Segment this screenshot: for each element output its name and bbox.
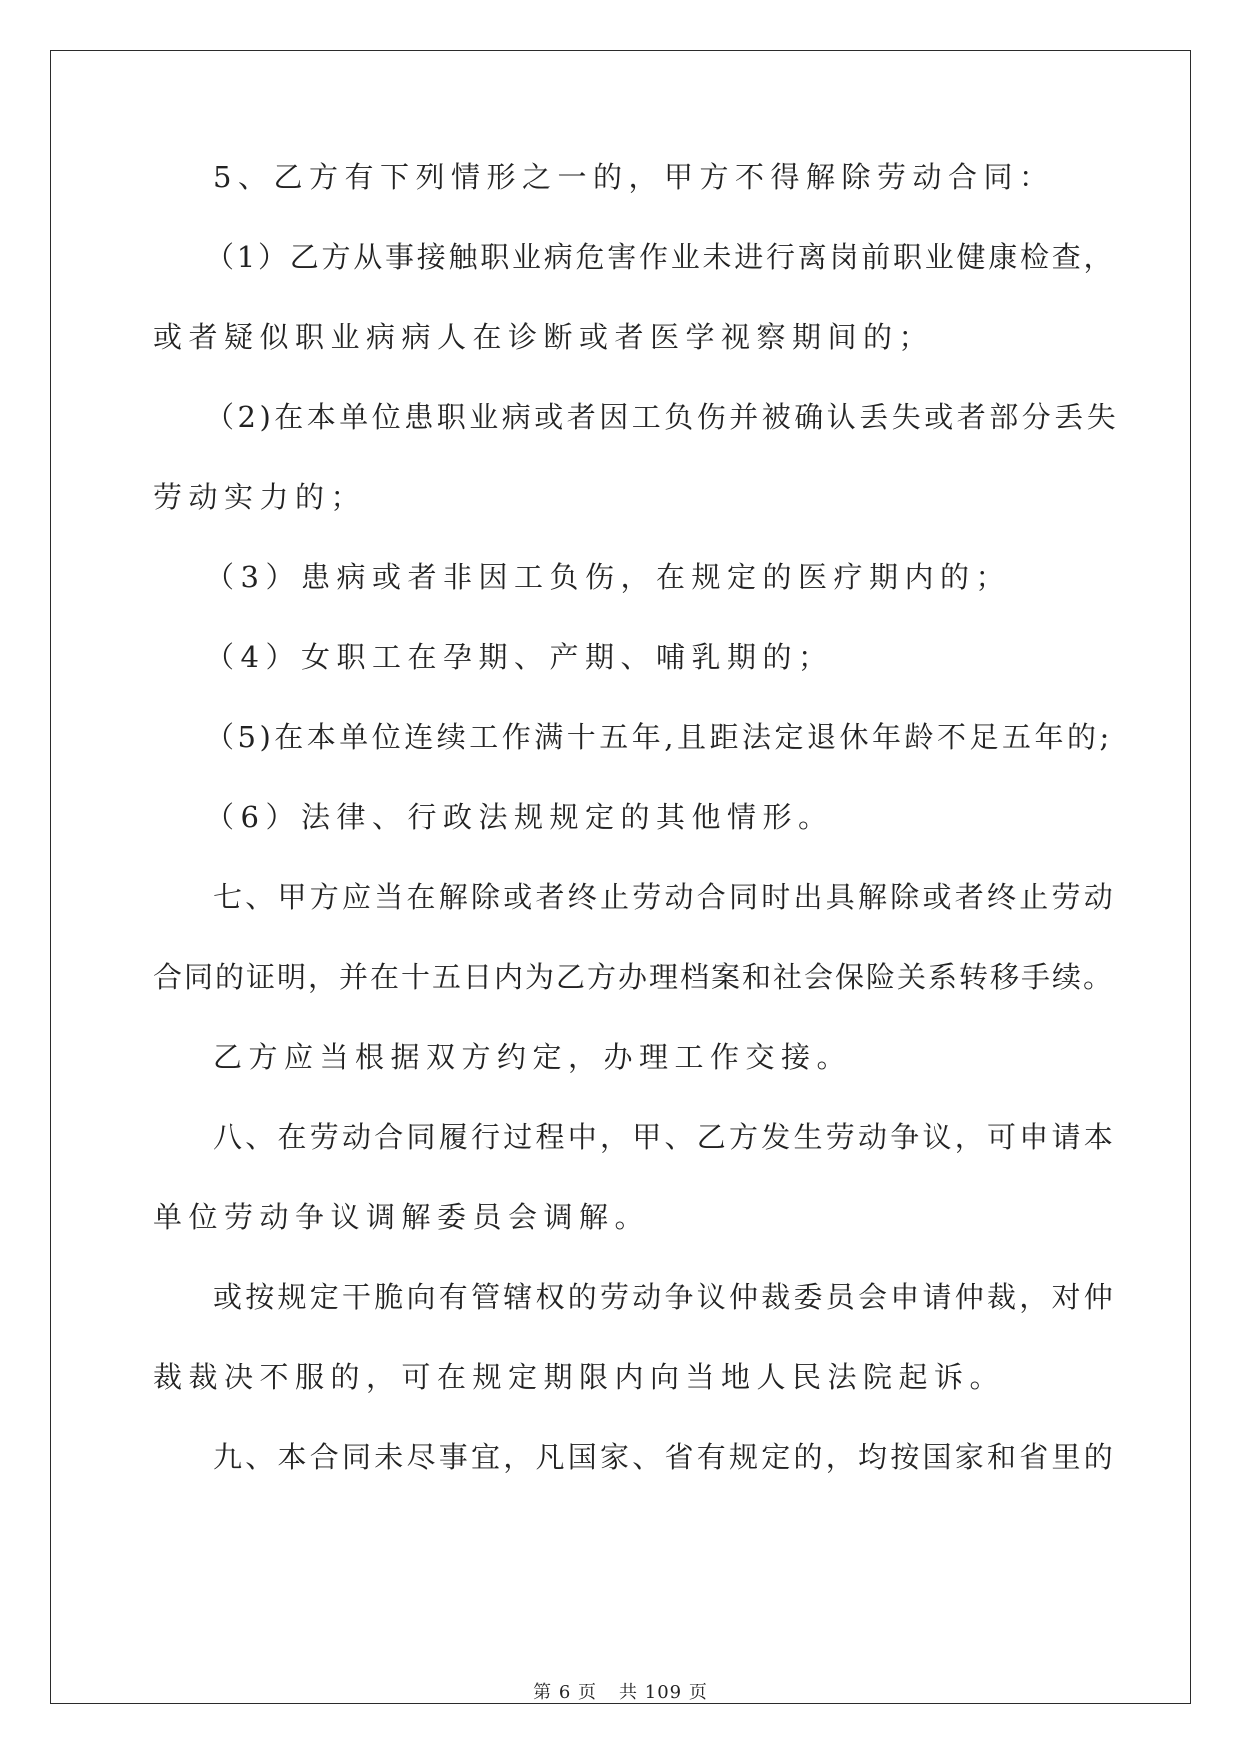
clause-5-item-1-cont: 或者疑似职业病病人在诊断或者医学视察期间的； <box>153 320 935 354</box>
clause-7: 七、甲方应当在解除或者终止劳动合同时出具解除或者终止劳动 <box>213 880 1117 914</box>
page-number: 第 6 页 <box>533 1682 598 1703</box>
clause-8-arbitration: 或按规定干脆向有管辖权的劳动争议仲裁委员会申请仲裁，对仲 <box>213 1280 1117 1314</box>
clause-9: 九、本合同未尽事宜，凡国家、省有规定的，均按国家和省里的 <box>213 1440 1117 1474</box>
clause-5-item-5: （5)在本单位连续工作满十五年,且距法定退休年龄不足五年的; <box>205 720 1113 754</box>
clause-8-cont: 单位劳动争议调解委员会调解。 <box>153 1200 651 1234</box>
clause-7-handover: 乙方应当根据双方约定，办理工作交接。 <box>213 1040 853 1074</box>
clause-5-item-4: （4）女职工在孕期、产期、哺乳期的； <box>205 640 834 674</box>
clause-8-arbitration-cont: 裁裁决不服的，可在规定期限内向当地人民法院起诉。 <box>153 1360 1006 1394</box>
clause-5-heading: 5、乙方有下列情形之一的，甲方不得解除劳动合同： <box>213 160 1055 194</box>
clause-5-item-1: （1）乙方从事接触职业病危害作业未进行离岗前职业健康检查， <box>205 240 1116 274</box>
page-total: 共 109 页 <box>619 1682 708 1703</box>
clause-5-item-2-cont: 劳动实力的； <box>153 480 367 514</box>
clause-8: 八、在劳动合同履行过程中，甲、乙方发生劳动争议，可申请本 <box>213 1120 1117 1154</box>
clause-5-item-3: （3）患病或者非因工负伤，在规定的医疗期内的； <box>205 560 1011 594</box>
clause-5-item-2: （2)在本单位患职业病或者因工负伤并被确认丢失或者部分丢失 <box>205 400 1120 434</box>
page-footer <box>0 1678 1241 1704</box>
clause-7-cont: 合同的证明，并在十五日内为乙方办理档案和社会保险关系转移手续。 <box>153 960 1115 994</box>
clause-5-item-6: （6）法律、行政法规规定的其他情形。 <box>205 800 834 834</box>
